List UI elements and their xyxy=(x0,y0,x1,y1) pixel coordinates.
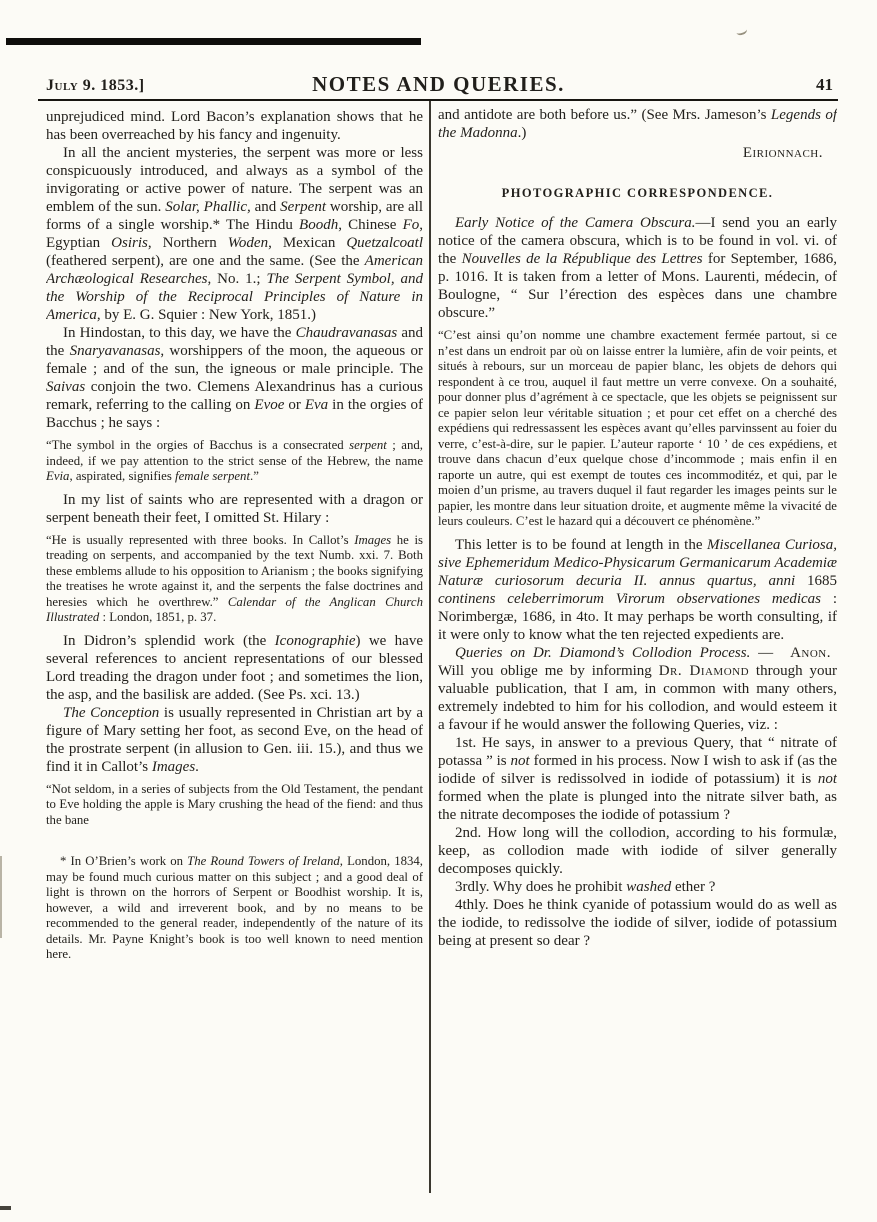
section-heading-photographic-correspondence: PHOTOGRAPHIC CORRESPONDENCE. xyxy=(501,186,774,200)
header-rule xyxy=(38,99,838,101)
column-divider xyxy=(429,101,431,1193)
continuation-paragraph-right: and antidote are both before us.” (See Mrs. Jameson’s Legends of the Madonna.) xyxy=(438,107,837,141)
quote-bacchus-symbol: “The symbol in the orgies of Bacchus is a consecrated serpent ; and, indeed, if we pay attention to the strict sense of the Hebrew, the name Evia, aspirated, signifies female serpent.” xyxy=(46,438,423,483)
journal-title: NOTES AND QUERIES. xyxy=(312,72,565,96)
paragraph-hindostan: In Hindostan, to this day, we have the Chaudravanasas and the Snaryavanasas, worshippers of the moon, the aqueous or female ; and of the sun, the igneous or male principle. The Saivas conjoin the two. Clemens Alexandrinus has a curious remark, referring to the calling on Evoe or Eva in the orgies of Bacchus ; he says : xyxy=(46,325,423,431)
scan-artifact-top-right xyxy=(735,25,748,36)
quote-three-books: “He is usually represented with three books. In Callot’s Images he is treading on serpents, and accompanied by the text Numb. xxi. 7. Both these emblems allude to his opposition to Arianism ; the books signifying the treatises he wrote against it, and the serpents the false doctrines and heresies which he overthrew.” Calendar of the Anglican Church Illustrated : London, 1851, p. 37. xyxy=(46,532,423,624)
paragraph-miscellanea-curiosa xyxy=(438,536,837,661)
paragraph-conception: The Conception is usually represented in Christian art by a figure of Mary setting her foot, as second Eve, on the head of the prostrate serpent (in allusion to Gen. iii. 15.), and thus we find it in Callot’s Images. xyxy=(46,704,423,775)
paragraph-camera-obscura: Early Notice of the Camera Obscura.—I send you an early notice of the camera obscura, which is to be found in vol. vi. of the Nouvelles de la République des Lettres for September, 1686, p. 1016. It is taken from a letter of Mons. Laurenti, médecin, of Boulogne, “ Sur l’érection des espèces dans une chambre obscure.” xyxy=(438,215,837,321)
continuation-paragraph: unprejudiced mind. Lord Bacon’s explanation shows that he has been overreached by his fancy and ingenuity. xyxy=(46,109,423,143)
signature-anon: Anon. xyxy=(790,644,831,661)
paragraph-query-1st: 1st. He says, in answer to a previous Query, that “ nitrate of potassa ” is not formed in his process. Now I wish to ask if (as the iodide of silver is redissolved in iodide of potassium) it is not formed when the plate is plunged into the nitrate silver bath, as the nitrate decomposes the iodide of potassium ? xyxy=(438,734,837,823)
footnote-obrien: * In O’Brien’s work on The Round Towers of Ireland, London, 1834, may be found much curious matter on this subject ; and a good deal of light is thrown on the horrors of Serpent or Boodhist worship. It is, however, a wild and irreverent book, and by no means to be recommended to the general reader, independently of the nature of its details. Mr. Payne Knight’s book is too well known to need mention here. xyxy=(46,854,423,961)
paragraph-query-4thly: 4thly. Does he think cyanide of potassium would do as well as the iodide, to redissolve the iodide of silver, iodide of potassium being at present so dear ? xyxy=(438,896,837,949)
paragraph-query-2nd: 2nd. How long will the collodion, according to his formulæ, keep, as collodion made with iodide of silver generally decomposes quickly. xyxy=(438,824,837,877)
paragraph-collodion-queries-intro: Queries on Dr. Diamond’s Collodion Process. — Will you oblige me by informing Dr. Diamond through your valuable publication, that I am, in common with many others, extremely indebted to him for his collodion, and would esteem it a favour if he would answer the following Queries, viz. : xyxy=(438,644,837,733)
scan-artifact-left-edge xyxy=(0,856,2,938)
scan-artifact-bottom-left xyxy=(0,1206,11,1210)
issue-date: July 9. 1853.] xyxy=(46,77,145,94)
paragraph-query-3rdly: 3rdly. Why does he prohibit washed ether ? xyxy=(455,878,716,895)
paragraph-text: This letter is to be found at length in the Miscellanea Curiosa, sive Ephemeridum Medico-Physicarum Germanicarum Academiæ Naturæ curiosorum decuria II. annus quartus, anni 1685 continens celeberrimorum Virorum observationes medicas : Norimbergæ, 1686, in 4to. It may perhaps be worth consulting, if it were only to know what the ten rejected expedients are. xyxy=(438,536,837,643)
page-header xyxy=(40,66,837,98)
right-column xyxy=(438,106,837,1206)
paragraph-st-hilary: In my list of saints who are represented with a dragon or serpent beneath their feet, I omitted St. Hilary : xyxy=(46,491,423,526)
left-column xyxy=(46,108,423,1208)
quote-old-testament: “Not seldom, in a series of subjects from the Old Testament, the pendant to Eve holding the apple is Mary crushing the head of the fiend: and thus the bane xyxy=(46,781,423,827)
quote-french-camera-obscura: “C’est ainsi qu’on nomme une chambre exactement fermée partout, si ce n’est dans un endroit par où on laisse entrer la lumière, afin de voir peints, et situés à rebours, sur un morceau de papier blanc, les objets de dehors qui respondent à ce trou, auquel il faut mettre un verre convexe. On a souhaité, pour donner plus d’agrément à ce spectacle, que les objets se peignissent sur ce papier selon leur véritable situation ; et pour cet effet on a cherché des expédiens qui redressassent les espèces avant qu’elles parvinssent au foier du verre, c’est-à-dire, sur le papier. L’auteur raporte ‘ 10 ’ de ces expédiens, et trouve dans chacun d’eux quelque chose d’incommode ; mais enfin il en raporte un autre, qui est exempt de toutes ces incommoditéz, et qui, par le moien d’un prisme, au travers duquel il faut regarder les images peints sur le papier, les montre dans leur situation droite, et augmente même la vivacité de leurs couleurs. C’est le hazard qui a découvert ce phénomène.” xyxy=(438,328,837,528)
paragraph-ancient-mysteries: In all the ancient mysteries, the serpent was more or less conspicuously introduced, and always as a symbol of the invigorating or active power of nature. The serpent was an emblem of the sun. Solar, Phallic, and Serpent worship, are all forms of a single worship.* The Hindu Boodh, Chinese Fo, Egyptian Osiris, Northern Woden, Mexican Quetzalcoatl (feathered serpent), are one and the same. (See the American Archæological Researches, No. 1.; The Serpent Symbol, and the Worship of the Reciprocal Principles of Nature in America, by E. G. Squier : New York, 1851.) xyxy=(46,145,423,323)
page-number: 41 xyxy=(816,75,833,94)
paragraph-didron: In Didron’s splendid work (the Iconographie) we have several references to ancient representations of our blessed Lord treading the dragon under foot ; and sometimes the lion, the asp, and the basilisk are added. (See Ps. xci. 13.) xyxy=(46,632,423,703)
signature-eirionnach: Eirionnach. xyxy=(742,145,823,161)
scan-ink-bar xyxy=(6,38,421,45)
